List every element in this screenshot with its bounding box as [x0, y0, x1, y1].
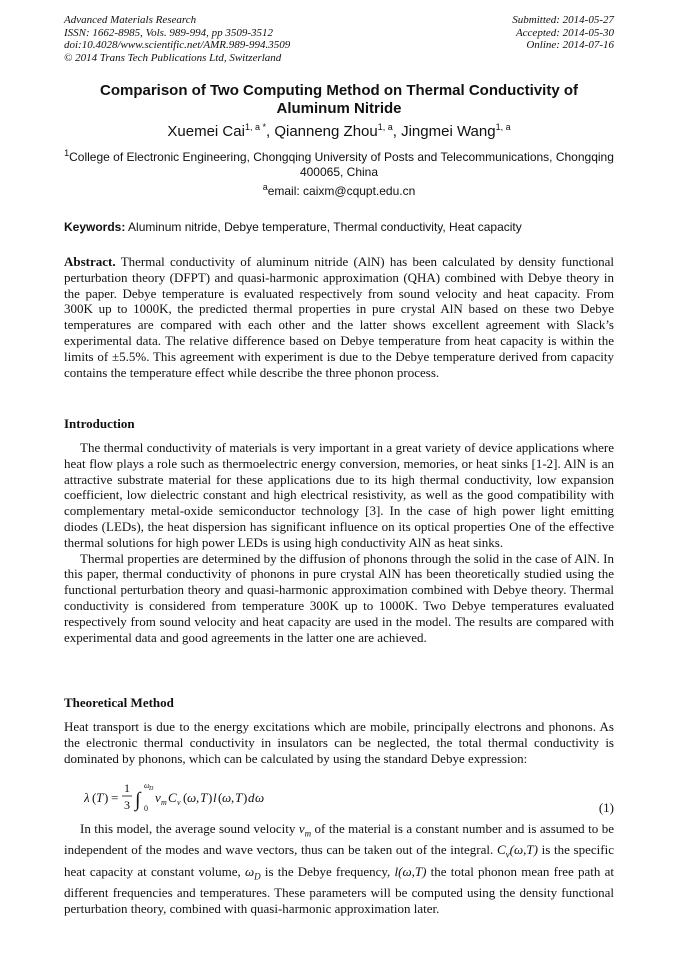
svg-text:1: 1 [124, 781, 130, 795]
theory-p2-text: of the material is a constant number and is assumed to be independent of the modes and wave vectors, thus can be taken out of the integral. [64, 821, 614, 858]
svg-text:ω: ω [222, 790, 232, 805]
debye-equation [84, 778, 614, 818]
svg-text:,: , [231, 790, 235, 805]
svg-text:(: ( [92, 790, 97, 805]
svg-text:C: C [168, 790, 177, 805]
author-name: Xuemei Cai [167, 123, 245, 140]
accepted-date: Accepted: 2014-05-30 [515, 26, 614, 39]
author-affil-sup: 1, a [495, 122, 511, 132]
equation-number: (1) [598, 800, 614, 815]
svg-text:3: 3 [124, 798, 130, 812]
journal-header [64, 14, 290, 64]
svg-text:): ) [243, 790, 248, 805]
author-list: Xuemei Cai$^{1, a *}$, Qianneng Zhou$^{1, a}$, Jingmei Wang$^{1, a}$ [167, 122, 511, 140]
author-name: Jingmei Wang [401, 123, 496, 140]
paper-title: Comparison of Two Computing Method on Thermal Conductivity of Aluminum Nitride [99, 82, 579, 117]
svg-text:ω: ω [187, 790, 197, 805]
introduction-body [64, 440, 614, 645]
email-text[interactable]: email: caixm@cqupt.edu.cn [267, 184, 416, 198]
svg-text:T: T [96, 790, 104, 805]
journal-doi[interactable]: doi:10.4028/www.scientific.net/AMR.989-994.3509 [64, 39, 291, 51]
svg-text:0: 0 [144, 804, 148, 813]
svg-text:d: d [248, 790, 255, 805]
author-affil-sup: 1, a * [244, 122, 266, 132]
online-date: Online: 2014-07-16 [526, 39, 614, 51]
abstract-label: Abstract. [64, 254, 116, 269]
theory-p2-text: is the Debye frequency, [260, 863, 395, 879]
svg-text:T: T [200, 790, 208, 805]
abstract-text: Thermal conductivity of aluminum nitride (AlN) has been calculated by density functional perturbation theory (DFPT) and quasi-harmonic approximation (QHA) combined with Debye theory in the paper. Debye temperature is evaluated respectively from sound velocity and heat capacity. From 300K up to 1000K, the predicted thermal properties in pure crystal AlN based on these two Debye temperatures are compared with each other and the latter shows excellent agreement with Slack’s experimental data. The relative difference based on Debye temperature from heat capacity is within the limits of ±5.5%. This agreement with experiment is due to the Debye temperature derived from capacity contains the temperature effect while describe the three phonon process. [64, 254, 614, 380]
introduction-paragraph-2: Thermal properties are determined by the diffusion of phonons through the solid in the case of AlN. In this paper, thermal conductivity of phonons in pure crystal AlN has been theoretically studied using the functional perturbation theory and quasi-harmonic approximation combined with Debye theory. Thermal conductivity is considered from temperature 300K up to 1000K. Two Debye temperatures evaluated respectively from sound velocity and heat capacity are used in the model. The results are compared with experimental data and good agreements in the latter one are achieved. [64, 550, 614, 645]
email-sup: a [262, 182, 268, 192]
var-omega: ω [244, 863, 255, 879]
svg-text:=: = [111, 790, 119, 805]
theory-paragraph-1: Heat transport is due to the energy excitations which are mobile, principally electrons and phonons. As the electronic thermal conductivity in insulators can be neglected, the total thermal conductivity is dominated by phonons, which can be calculated by using the standard Debye expression: [64, 719, 614, 766]
var-sub-m: m [304, 828, 312, 839]
svg-text:λ: λ [84, 790, 90, 805]
var-sub-d: D [254, 871, 261, 882]
submitted-date: Submitted: 2014-05-27 [512, 14, 614, 26]
var-v: v [298, 821, 305, 836]
svg-text:m: m [161, 798, 167, 807]
dates-header [512, 14, 614, 52]
theory-p2-text: is the specific heat capacity at constant volume, [64, 842, 614, 879]
svg-text:(: ( [218, 790, 223, 805]
var-l: l(ω,T) [394, 863, 427, 879]
keywords-label: Keywords: [64, 220, 126, 234]
section-heading-introduction: Introduction [64, 416, 135, 431]
svg-text:,: , [196, 790, 200, 805]
abstract [64, 254, 614, 380]
svg-text:v: v [155, 790, 161, 805]
var-c: C [496, 842, 506, 858]
svg-text:v: v [177, 798, 181, 807]
theory-p2-text: the total phonon mean free path at different frequencies and temperatures. These parameters will be computed using the density functional perturbation theory, combined with quasi-harmonic approximation later. [64, 863, 614, 916]
svg-text:D: D [149, 786, 154, 792]
svg-text:): ) [208, 790, 213, 805]
journal-name: Advanced Materials Research [64, 14, 197, 26]
theory-paragraph-2 [64, 821, 614, 917]
affiliation [64, 150, 614, 180]
svg-text:∫: ∫ [135, 789, 141, 811]
svg-text:ω: ω [255, 790, 265, 805]
journal-issn: ISSN: 1662-8985, Vols. 989-994, pp 3509-3512 [64, 26, 273, 39]
affiliation-sup: 1 [64, 148, 70, 158]
theory-p2-text: In this model, the average sound velocity [80, 821, 299, 836]
svg-text:T: T [235, 790, 243, 805]
svg-text:(: ( [183, 790, 188, 805]
svg-text:l: l [213, 790, 217, 805]
var-sub-v: v [505, 849, 510, 860]
contact-email [64, 184, 614, 199]
var-omega-t: (ω,T) [509, 842, 538, 858]
journal-copyright: © 2014 Trans Tech Publications Ltd, Switzerland [64, 51, 282, 64]
author-name: Qianneng Zhou [274, 123, 378, 140]
equation-formula [84, 778, 284, 818]
section-heading-theoretical-method: Theoretical Method [64, 695, 174, 710]
author-affil-sup: 1, a [377, 122, 393, 132]
affiliation-text: College of Electronic Engineering, Chongqing University of Posts and Telecommunications, Chongqing 400065, China [69, 150, 614, 179]
svg-text:ω: ω [144, 781, 150, 790]
introduction-paragraph-1: The thermal conductivity of materials is very important in a great variety of device applications where heat flow plays a role such as thermoelectric energy conversion, memories, or heat sinks [1-2]. AlN is an attractive substrate material for these applications due to its high thermal conductivity, low expansion coefficient, low dielectric constant and high electrical resistivity, as well as the good compatibility with complementary metal-oxide semiconductor technology [3]. In the case of high power light emitting diodes (LEDs), the heat dispersion has significant influence on its optical properties One of the effective thermal solutions for high power LEDs is using high conductivity AlN as heat sinks. [64, 440, 614, 550]
svg-text:): ) [104, 790, 109, 805]
keywords-text: Aluminum nitride, Debye temperature, Thermal conductivity, Heat capacity [128, 220, 522, 234]
keywords [64, 220, 614, 235]
